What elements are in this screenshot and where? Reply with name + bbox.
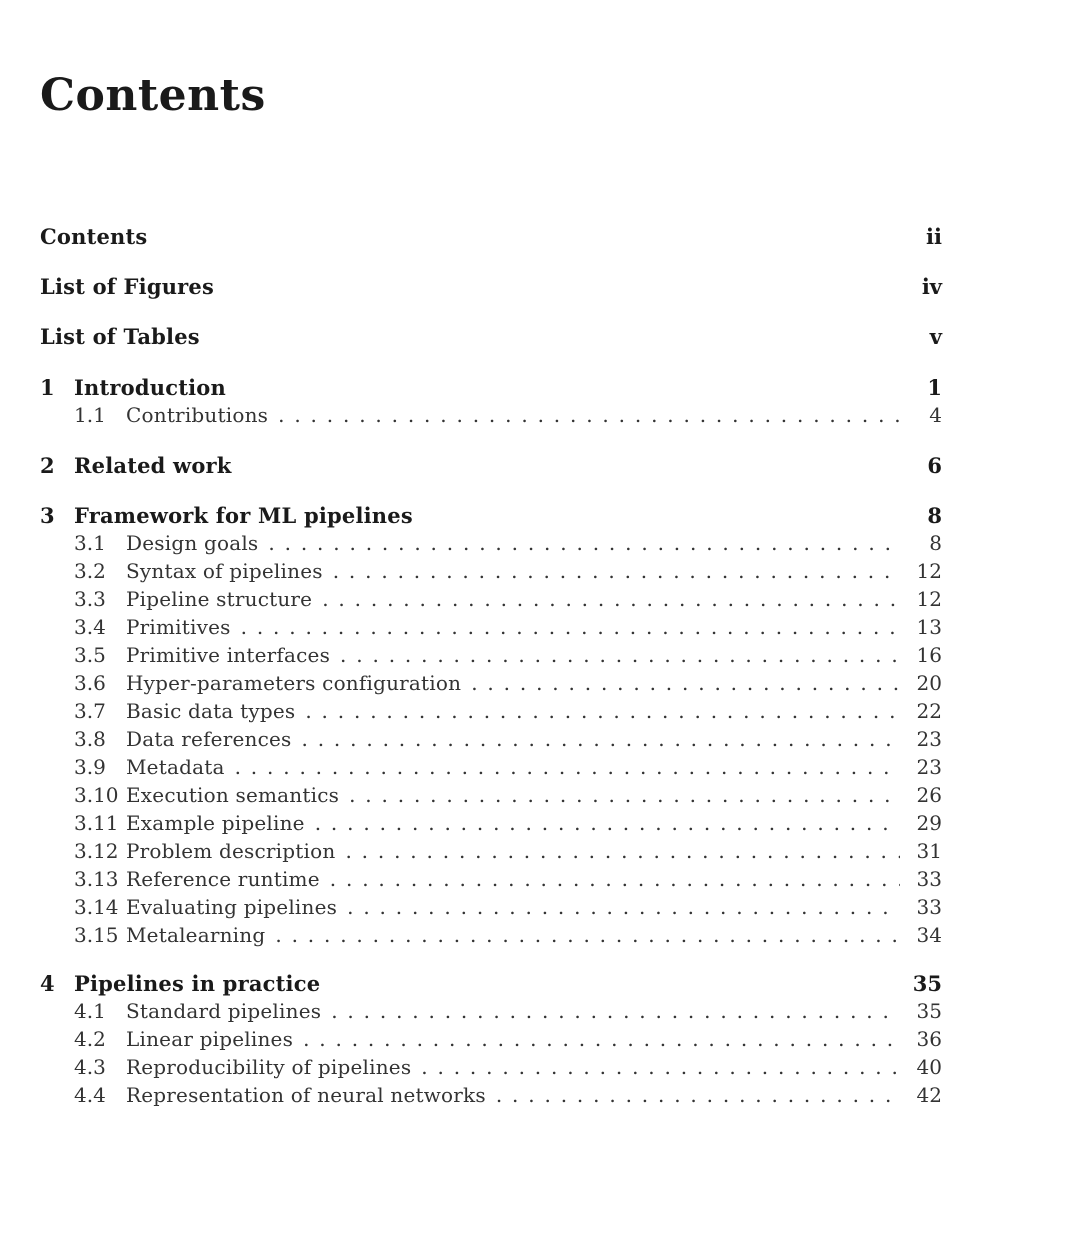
toc-section-3-13[interactable] — [40, 867, 942, 895]
toc-entry-contents[interactable] — [40, 224, 942, 252]
toc-section-3-10[interactable] — [40, 783, 942, 811]
dot-leader — [347, 895, 900, 919]
dot-leader — [302, 727, 901, 751]
chapter-title: Related work — [74, 453, 232, 478]
toc-entry-list-of-tables[interactable] — [40, 324, 942, 352]
toc-page-number: 23 — [916, 727, 942, 751]
toc-chapter-3[interactable] — [40, 503, 942, 531]
toc-page-number: 23 — [916, 755, 942, 779]
section-title: Execution semantics — [126, 783, 340, 807]
dot-leader — [421, 1055, 900, 1079]
chapter-number: 1 — [40, 375, 55, 400]
page-title: Contents — [40, 70, 266, 121]
section-title: Primitive interfaces — [126, 643, 331, 667]
dot-leader — [303, 1027, 900, 1051]
section-number: 1.1 — [74, 403, 106, 427]
chapter-title: Pipelines in practice — [74, 971, 321, 996]
dot-leader — [333, 559, 900, 583]
toc-section-3-1[interactable] — [40, 531, 942, 559]
toc-page-number: 1 — [927, 375, 942, 400]
section-title: Example pipeline — [126, 811, 305, 835]
section-title: Linear pipelines — [126, 1027, 294, 1051]
chapter-number: 3 — [40, 503, 55, 528]
chapter-number: 2 — [40, 453, 55, 478]
section-number: 3.10 — [74, 783, 119, 807]
toc-chapter-2[interactable] — [40, 453, 942, 481]
section-number: 4.2 — [74, 1027, 106, 1051]
toc-section-3-4[interactable] — [40, 615, 942, 643]
section-title: Design goals — [126, 531, 259, 555]
section-title: Basic data types — [126, 699, 296, 723]
section-number: 3.11 — [74, 811, 119, 835]
toc-page-number: 8 — [927, 503, 942, 528]
toc-page-number: 22 — [916, 699, 942, 723]
toc-entry-title: Contents — [40, 224, 148, 249]
dot-leader — [268, 531, 900, 555]
section-title: Syntax of pipelines — [126, 559, 323, 583]
section-number: 3.1 — [74, 531, 106, 555]
section-title: Hyper-parameters configuration — [126, 671, 462, 695]
toc-page-number: v — [929, 324, 942, 349]
dot-leader — [241, 615, 900, 639]
section-title: Pipeline structure — [126, 587, 313, 611]
toc-chapter-1[interactable] — [40, 375, 942, 403]
toc-page-number: 20 — [916, 671, 942, 695]
section-title: Problem description — [126, 839, 336, 863]
dot-leader — [331, 999, 900, 1023]
toc-chapter-4[interactable] — [40, 971, 942, 999]
toc-section-4-1[interactable] — [40, 999, 942, 1027]
toc-section-3-3[interactable] — [40, 587, 942, 615]
section-number: 3.3 — [74, 587, 106, 611]
section-title: Evaluating pipelines — [126, 895, 338, 919]
dot-leader — [345, 839, 900, 863]
toc-section-3-11[interactable] — [40, 811, 942, 839]
dot-leader — [349, 783, 900, 807]
section-title: Standard pipelines — [126, 999, 322, 1023]
toc-page-number: 8 — [929, 531, 942, 555]
chapter-title: Framework for ML pipelines — [74, 503, 413, 528]
toc-section-3-2[interactable] — [40, 559, 942, 587]
toc-page-number: 29 — [916, 811, 942, 835]
toc-section-3-6[interactable] — [40, 671, 942, 699]
dot-leader — [471, 671, 900, 695]
toc-page-number: 16 — [916, 643, 942, 667]
toc-page-number: 36 — [916, 1027, 942, 1051]
section-number: 4.3 — [74, 1055, 106, 1079]
toc-page-number: 34 — [916, 923, 942, 947]
toc-page-number: 4 — [929, 403, 942, 427]
toc-page-number: 6 — [927, 453, 942, 478]
dot-leader — [275, 923, 900, 947]
toc-page-number: 13 — [916, 615, 942, 639]
section-number: 4.1 — [74, 999, 106, 1023]
dot-leader — [315, 811, 900, 835]
toc-entry-list-of-figures[interactable] — [40, 274, 942, 302]
dot-leader — [340, 643, 900, 667]
section-number: 3.14 — [74, 895, 119, 919]
section-title: Metadata — [126, 755, 225, 779]
section-number: 3.4 — [74, 615, 106, 639]
toc-section-1-1[interactable] — [40, 403, 942, 431]
section-number: 3.8 — [74, 727, 106, 751]
dot-leader — [305, 699, 900, 723]
section-number: 3.13 — [74, 867, 119, 891]
toc-section-3-12[interactable] — [40, 839, 942, 867]
section-number: 3.5 — [74, 643, 106, 667]
toc-page-number: 35 — [916, 999, 942, 1023]
toc-section-3-7[interactable] — [40, 699, 942, 727]
section-number: 3.6 — [74, 671, 106, 695]
toc-page-number: 40 — [916, 1055, 942, 1079]
section-number: 4.4 — [74, 1083, 106, 1107]
section-number: 3.9 — [74, 755, 106, 779]
toc-page-number: 33 — [916, 867, 942, 891]
section-number: 3.7 — [74, 699, 106, 723]
dot-leader — [235, 755, 900, 779]
toc-page-number: 26 — [916, 783, 942, 807]
section-number: 3.12 — [74, 839, 119, 863]
toc-section-3-5[interactable] — [40, 643, 942, 671]
section-title: Contributions — [126, 403, 269, 427]
section-title: Reference runtime — [126, 867, 320, 891]
toc-page-number: 35 — [912, 971, 942, 996]
toc-section-4-3[interactable] — [40, 1055, 942, 1083]
toc-section-4-2[interactable] — [40, 1027, 942, 1055]
toc-entry-title: List of Figures — [40, 274, 215, 299]
section-title: Primitives — [126, 615, 231, 639]
toc-page-number: ii — [926, 224, 942, 249]
toc-page-number: 33 — [916, 895, 942, 919]
dot-leader — [278, 403, 900, 427]
dot-leader — [496, 1083, 900, 1107]
section-number: 3.15 — [74, 923, 119, 947]
section-title: Representation of neural networks — [126, 1083, 486, 1107]
toc-page-number: iv — [921, 274, 942, 299]
toc-page-number: 31 — [916, 839, 942, 863]
toc-section-3-14[interactable] — [40, 895, 942, 923]
toc-section-3-9[interactable] — [40, 755, 942, 783]
section-title: Reproducibility of pipelines — [126, 1055, 412, 1079]
toc-page-number: 42 — [916, 1083, 942, 1107]
chapter-title: Introduction — [74, 375, 226, 400]
toc-section-4-4[interactable] — [40, 1083, 942, 1111]
toc-entry-title: List of Tables — [40, 324, 200, 349]
toc-page-number: 12 — [916, 559, 942, 583]
chapter-number: 4 — [40, 971, 55, 996]
dot-leader — [330, 867, 900, 891]
toc-page-number: 12 — [916, 587, 942, 611]
section-title: Metalearning — [126, 923, 266, 947]
toc-section-3-8[interactable] — [40, 727, 942, 755]
toc-section-3-15[interactable] — [40, 923, 942, 951]
section-title: Data references — [126, 727, 292, 751]
section-number: 3.2 — [74, 559, 106, 583]
dot-leader — [322, 587, 900, 611]
